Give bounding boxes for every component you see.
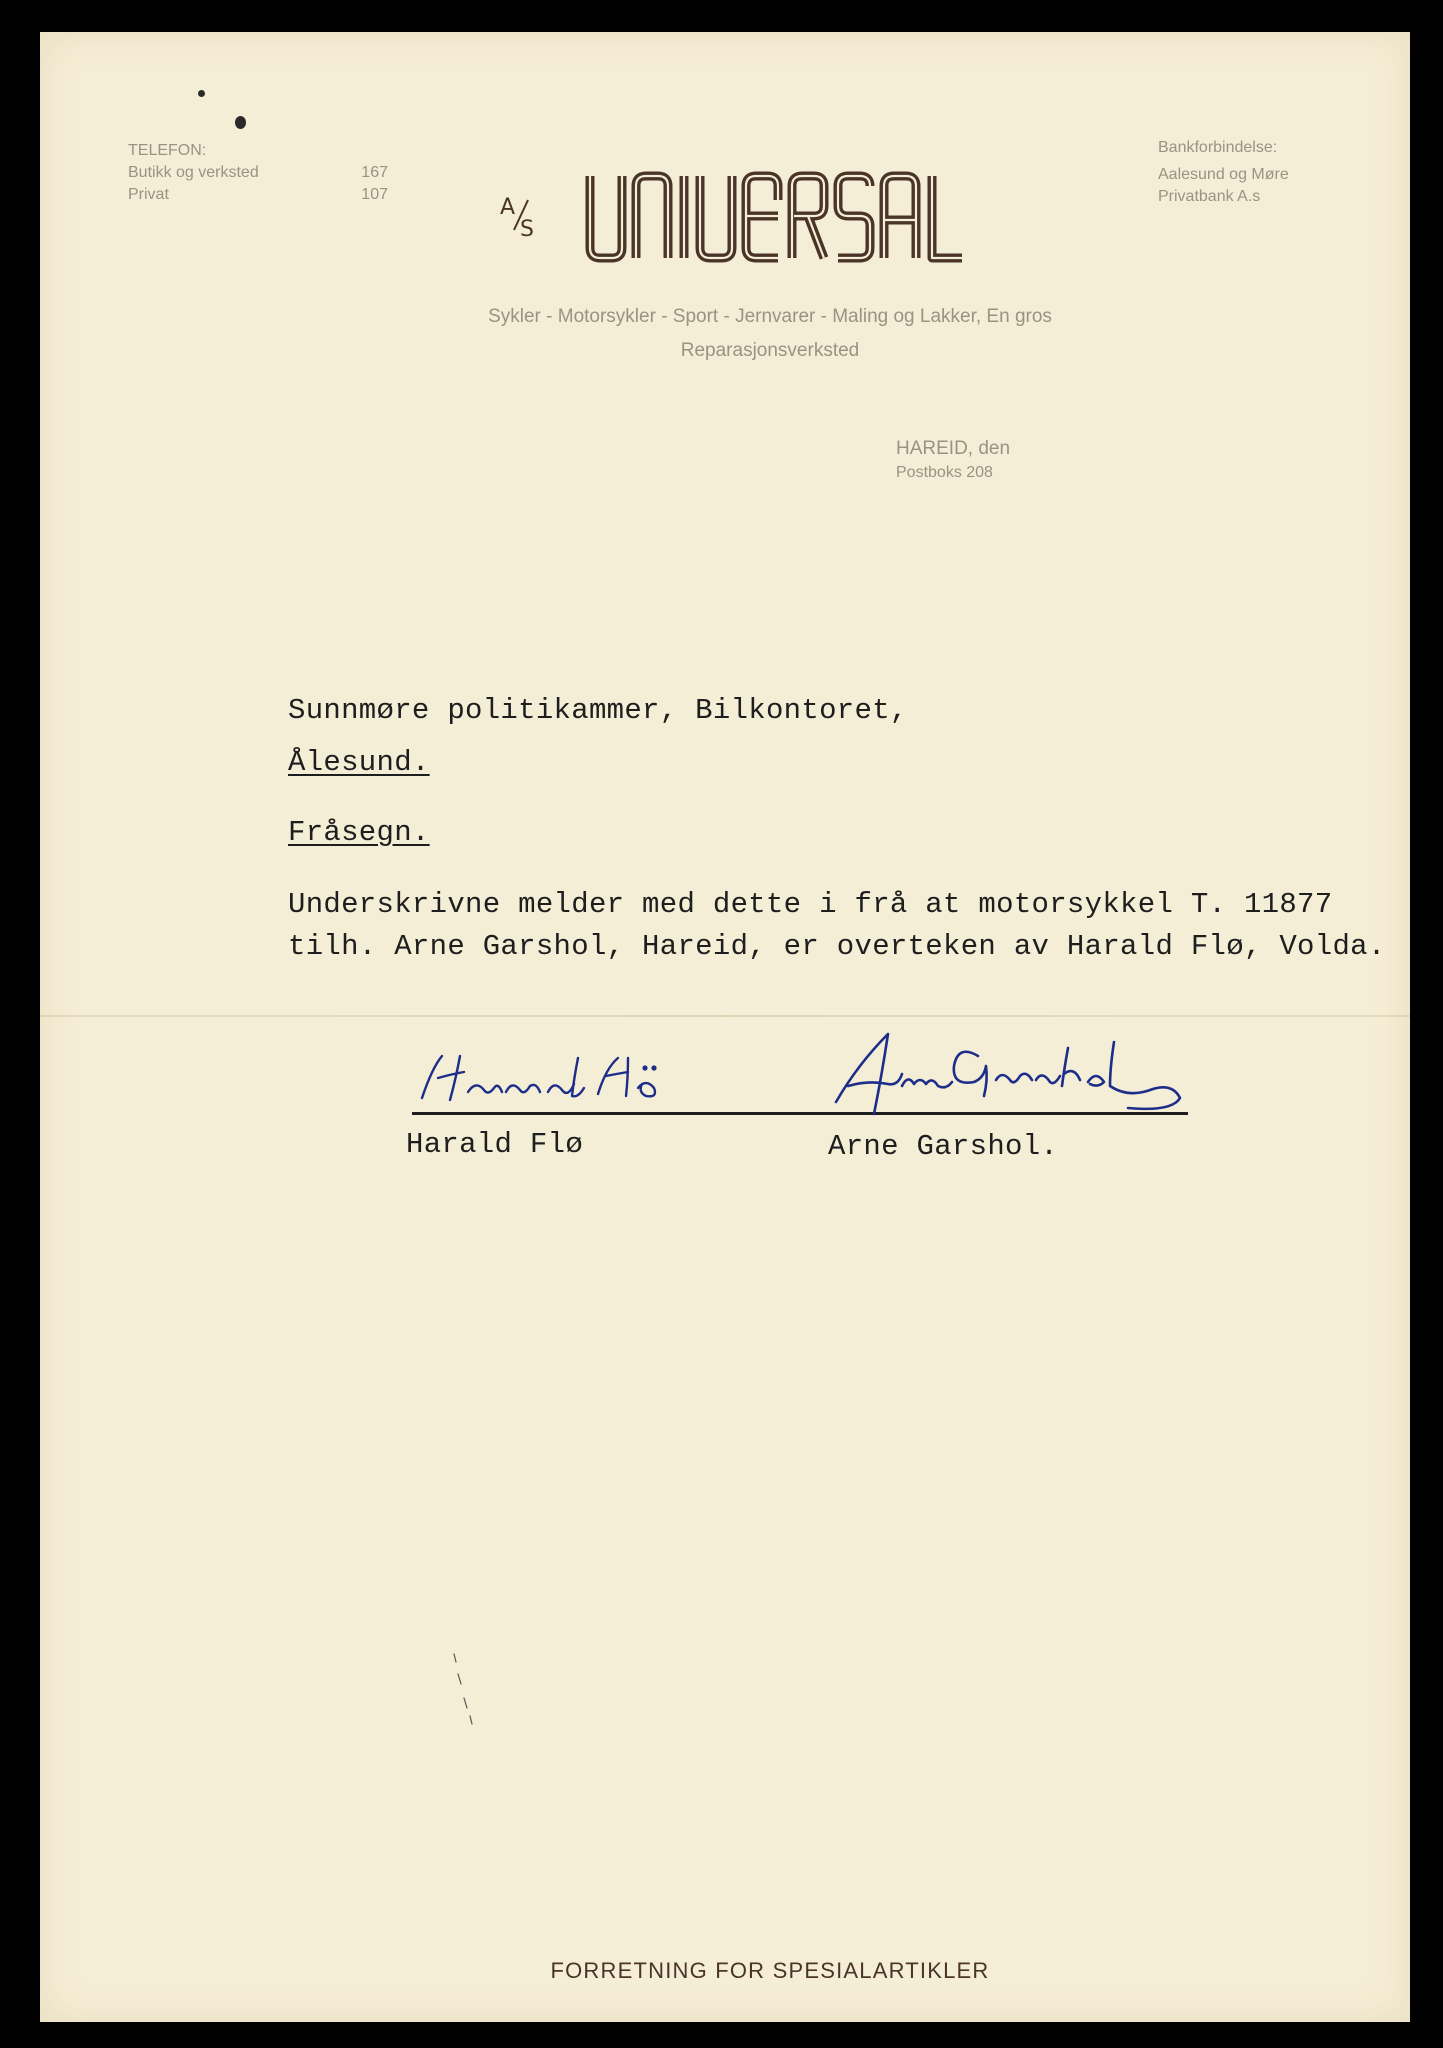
- paper-fold: [40, 1015, 1410, 1017]
- phone-label: Privat: [128, 186, 169, 203]
- phone-block: [128, 140, 388, 206]
- tagline-products: Sykler - Motorsykler - Sport - Jernvarer - Maling og Lakker, En gros: [488, 306, 1052, 327]
- bank-block: [1158, 137, 1358, 208]
- po-box: Postboks 208: [896, 464, 993, 481]
- body-line: Underskrivne melder med dette i frå at motorsykkel T. 11877: [288, 888, 1333, 921]
- phone-number: 107: [361, 186, 388, 203]
- typed-name-right: Arne Garshol.: [828, 1130, 1059, 1163]
- letter-page: [40, 32, 1410, 2022]
- recipient: Sunnmøre politikammer, Bilkontoret,: [288, 694, 908, 727]
- city-date-line: HAREID, den: [896, 438, 1011, 459]
- bank-title: Bankforbindelse:: [1158, 139, 1278, 156]
- phone-number: 167: [361, 164, 388, 181]
- universal-logo: [582, 170, 1002, 266]
- ink-speck: [235, 116, 246, 129]
- recipient-city: Ålesund.: [288, 746, 430, 779]
- phone-title: TELEFON:: [128, 142, 207, 159]
- svg-text:A: A: [500, 195, 516, 220]
- bank-line: Privatbank A.s: [1158, 188, 1261, 205]
- phone-row: [128, 184, 388, 206]
- logo-prefix-glyph: [498, 192, 558, 242]
- logo-prefix: [498, 192, 558, 249]
- tagline-workshop: Reparasjonsverksted: [680, 340, 860, 361]
- signature-harald-flo: [402, 1038, 722, 1118]
- body-line: tilh. Arne Garshol, Hareid, er overteken av Harald Flø, Volda.: [288, 930, 1386, 963]
- ink-speck: [198, 90, 205, 97]
- footer-slogan: FORRETNING FOR SPESIALARTIKLER: [550, 1958, 990, 1983]
- typed-name-left: Harald Flø: [406, 1128, 584, 1161]
- place-date: [896, 438, 1010, 482]
- signature-arne-garshol: [828, 1024, 1188, 1134]
- subject: Fråsegn.: [288, 816, 430, 849]
- svg-text:S: S: [520, 217, 534, 242]
- phone-row: [128, 162, 388, 184]
- phone-label: Butikk og verksted: [128, 164, 259, 181]
- tagline: [340, 300, 1200, 368]
- pencil-marks: [450, 1650, 490, 1730]
- bank-line: Aalesund og Møre: [1158, 166, 1289, 183]
